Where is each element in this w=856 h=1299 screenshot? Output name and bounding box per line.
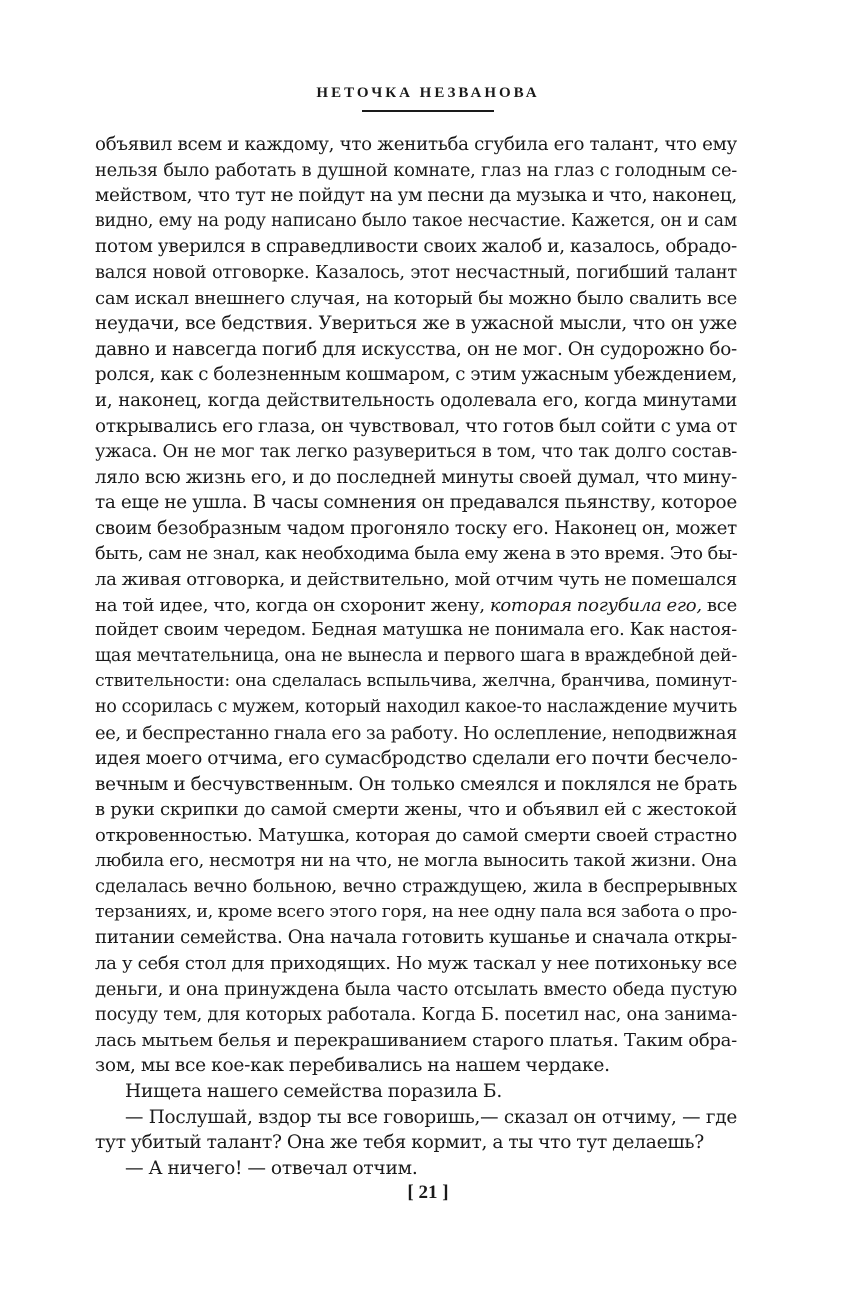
text-line: любила его, несмотря ни на что, не могла выносить такой жизни. Она xyxy=(95,850,737,871)
dialogue-line: — Послушай, вздор ты все говоришь,— сказал он отчиму, — где xyxy=(125,1106,737,1128)
line-segment: на той идее, что, когда он схоронит жену, xyxy=(95,594,490,616)
text-line: ролся, как с болезненным кошмаром, с этим ужасным убеждением, xyxy=(95,364,737,386)
text-line: сделалась вечно больною, вечно страждущею, жила в беспрерывных xyxy=(95,876,737,898)
text-line: ее, и беспрестанно гнала его за работу. Но ослепление, неподвижная xyxy=(95,722,738,744)
text-line: ляло всю жизнь его, и до последней минуты своей думал, что мину- xyxy=(95,466,737,488)
text-line: ла живая отговорка, и действительно, мой отчим чуть не помешался xyxy=(95,569,737,591)
text-line: видно, ему на роду написано было такое несчастие. Кажется, он и сам xyxy=(95,210,737,231)
text-line: лась мытьем белья и перекрашиванием старого платья. Таким обра- xyxy=(95,1029,737,1051)
text-line: в руки скрипки до самой смерти жены, что и объявил ей с жестокой xyxy=(95,799,737,821)
dialogue-line: — А ничего! — отвечал отчим. xyxy=(125,1157,418,1179)
text-line: та еще не ушла. В часы сомнения он предавался пьянству, которое xyxy=(95,492,737,514)
text-line: деньги, и она принуждена была часто отсылать вместо обеда пустую xyxy=(95,978,737,1000)
body-text xyxy=(95,132,737,1181)
text-line: идея моего отчима, его сумасбродство сделали его почти бесчело- xyxy=(95,748,738,770)
text-line: откровенностью. Матушка, которая до самой смерти своей страстно xyxy=(95,825,737,847)
text-line: объявил всем и каждому, что женитьба сгубила его талант, что ему xyxy=(95,134,737,155)
text-line: быть, сам не знал, как необходима была ему жена в это время. Это бы- xyxy=(95,543,738,564)
page-number: [ 21 ] xyxy=(407,1182,449,1203)
text-line: вечным и бесчувственным. Он только смеялся и поклялся не брать xyxy=(95,773,737,795)
text-line: вался новой отговорке. Казалось, этот несчастный, погибший талант xyxy=(95,261,737,283)
text-line: пойдет своим чередом. Бедная матушка не понимала его. Как настоя- xyxy=(95,620,737,641)
text-line-italic-phrase xyxy=(95,593,737,619)
text-line: давно и навсегда погиб для искусства, он не мог. Он судорожно бо- xyxy=(95,338,737,360)
text-line: но ссорилась с мужем, который находил какое-то наслаждение мучить xyxy=(95,697,737,718)
text-line: посуду тем, для которых работала. Когда Б. посетил нас, она занима- xyxy=(95,1004,737,1026)
text-line: неудачи, все бедствия. Увериться же в ужасной мысли, что он уже xyxy=(95,313,737,335)
text-line: и, наконец, когда действительность одолевала его, когда минутами xyxy=(95,389,737,411)
text-line: ужаса. Он не мог так легко разувериться в том, что так долго состав- xyxy=(95,441,737,463)
text-line: щая мечтательница, она не вынесла и первого шага в враждебной дей- xyxy=(95,645,737,666)
text-line: ла у себя стол для приходящих. Но муж таскал у нее потихоньку все xyxy=(95,953,737,974)
text-line: своим безобразным чадом прогоняло тоску его. Наконец он, может xyxy=(95,517,737,539)
italic-phrase: которая погубила его, xyxy=(489,594,702,616)
text-line: потом уверился в справедливости своих жалоб и, казалось, обрадо- xyxy=(95,236,737,258)
text-line: зом, мы все кое-как перебивались на нашем чердаке. xyxy=(95,1055,610,1077)
line-segment: все xyxy=(701,594,737,616)
paragraph-line: Нищета нашего семейства поразила Б. xyxy=(125,1080,502,1102)
text-line: нельзя было работать в душной комнате, глаз на глаз с голодным се- xyxy=(95,159,737,181)
text-line: мейством, что тут не пойдут на ум песни да музыка и что, наконец, xyxy=(95,185,737,207)
dialogue-line: тут убитый талант? Она же тебя кормит, а ты что тут делаешь? xyxy=(95,1132,704,1154)
text-line: сам искал внешнего случая, на который бы можно было свалить все xyxy=(95,287,737,309)
text-line: питании семейства. Она начала готовить кушанье и сначала откры- xyxy=(95,927,737,949)
text-line: ствительности: она сделалась вспыльчива, желчна, бранчива, поминут- xyxy=(95,671,737,692)
text-line: терзаниях, и, кроме всего этого горя, на нее одну пала вся забота о про- xyxy=(95,901,737,922)
running-head: НЕТОЧКА НЕЗВАНОВА xyxy=(316,85,540,101)
text-line: открывались его глаза, он чувствовал, что готов был сойти с ума от xyxy=(95,415,737,437)
running-head-rule xyxy=(362,110,494,112)
